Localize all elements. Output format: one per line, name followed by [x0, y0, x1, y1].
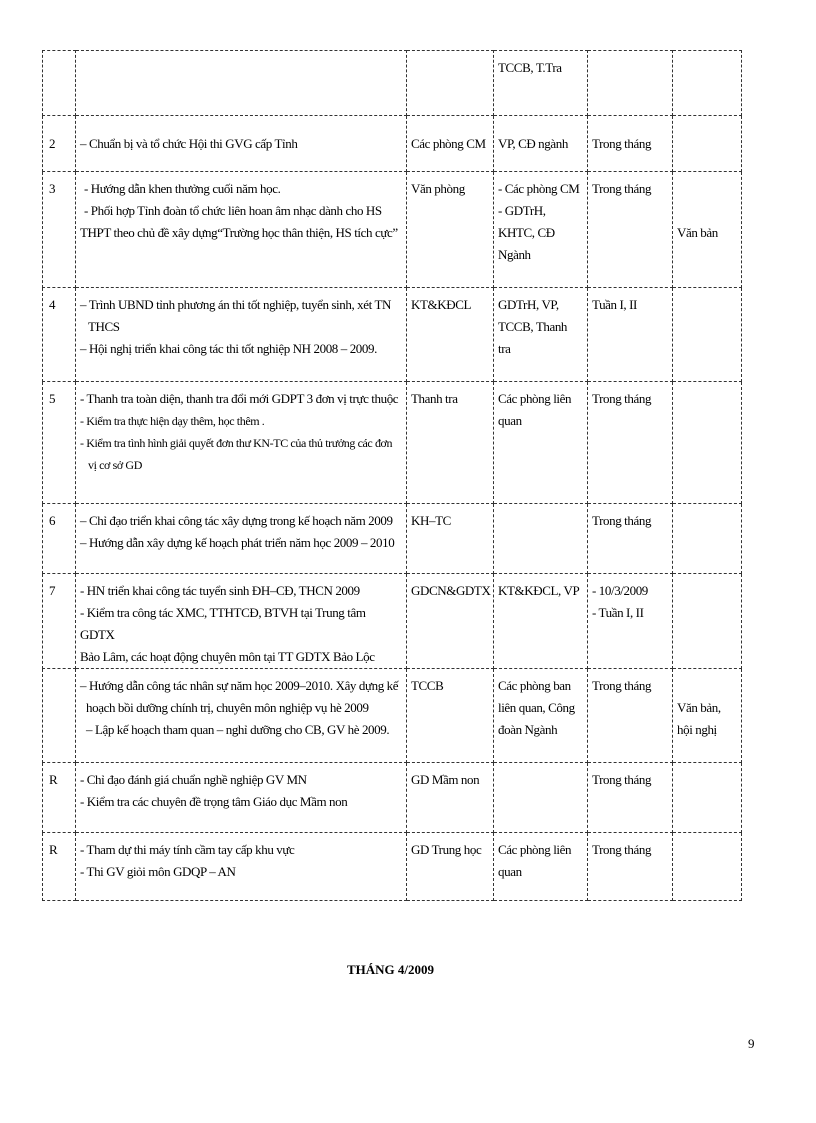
task-line: – Chỉ đạo triển khai công tác xây dựng trong kế hoạch năm 2009 — [80, 513, 393, 528]
row-number: 7 — [43, 574, 76, 669]
coop-line: - Các phòng CM — [498, 181, 580, 196]
row-number: 6 — [43, 504, 76, 574]
row-number: 5 — [43, 382, 76, 504]
table-row — [43, 288, 742, 382]
task-cell — [76, 763, 407, 833]
table-row — [43, 504, 742, 574]
task-line: - Phối hợp Tỉnh đoàn tổ chức liên hoan âm nhạc dành cho HS — [84, 203, 382, 218]
time-line: Trong tháng — [592, 391, 652, 406]
coop-line: quan — [498, 413, 522, 428]
table-row — [43, 382, 742, 504]
time-cell — [588, 288, 673, 382]
coop-line: Ngành — [498, 247, 531, 262]
coop-line: Các phòng liên — [498, 842, 572, 857]
time-cell — [588, 763, 673, 833]
coop-line: đoàn Ngành — [498, 722, 558, 737]
row-number — [43, 51, 76, 116]
row-number: 2 — [43, 116, 76, 172]
coop-unit-cell — [494, 504, 588, 574]
task-line: Bảo Lâm, các hoạt động chuyên môn tại TT GDTX Bảo Lộc — [80, 649, 375, 664]
note-cell — [673, 288, 742, 382]
task-cell — [76, 669, 407, 763]
note-cell — [673, 172, 742, 288]
task-cell — [76, 574, 407, 669]
task-line: - Kiểm tra thực hiện dạy thêm, học thêm . — [80, 414, 265, 428]
lead-unit-cell — [407, 51, 494, 116]
lead-unit-cell: GD Trung học — [407, 833, 494, 901]
lead-unit-cell: KH–TC — [407, 504, 494, 574]
time-cell — [588, 574, 673, 669]
time-line: Trong tháng — [592, 181, 652, 196]
coop-line: Các phòng liên — [498, 391, 572, 406]
task-cell — [76, 833, 407, 901]
time-cell — [588, 382, 673, 504]
row-number: 4 — [43, 288, 76, 382]
time-line: Trong tháng — [592, 135, 652, 151]
coop-unit-cell — [494, 382, 588, 504]
time-cell — [588, 172, 673, 288]
coop-unit-cell — [494, 574, 588, 669]
coop-unit-cell — [494, 763, 588, 833]
task-cell — [76, 382, 407, 504]
coop-line: quan — [498, 864, 522, 879]
task-line: - Kiểm tra công tác XMC, TTHTCĐ, BTVH tại Trung tâm GDTX — [80, 605, 366, 642]
task-line: – Hướng dẫn công tác nhân sự năm học 2009–2010. Xây dựng kế — [80, 678, 399, 693]
coop-line: liên quan, Công — [498, 700, 575, 715]
lead-unit-cell: Các phòng CM — [407, 116, 494, 172]
task-line: – Trình UBND tỉnh phương án thi tốt nghiệp, tuyển sinh, xét TN — [80, 297, 391, 312]
coop-unit-cell — [494, 833, 588, 901]
table-row — [43, 574, 742, 669]
coop-line: Các phòng ban — [498, 678, 571, 693]
time-cell — [588, 833, 673, 901]
lead-unit-cell: GD Mầm non — [407, 763, 494, 833]
note-cell — [673, 574, 742, 669]
task-line: – Hướng dẫn xây dựng kế hoạch phát triển năm học 2009 – 2010 — [80, 535, 395, 550]
table-row — [43, 763, 742, 833]
task-line: – Lập kế hoạch tham quan – nghỉ dưỡng cho CB, GV hè 2009. — [86, 722, 390, 737]
lead-unit-cell: GDCN&GDTX — [407, 574, 494, 669]
time-line: Trong tháng — [592, 842, 652, 857]
coop-line: - GDTrH, — [498, 203, 546, 218]
note-line: Văn bản — [677, 224, 718, 240]
time-line: Tuần I, II — [592, 297, 637, 312]
lead-unit-cell: TCCB — [407, 669, 494, 763]
lead-unit-cell: Văn phòng — [407, 172, 494, 288]
task-cell — [76, 51, 407, 116]
task-line: - Kiểm tra tình hình giải quyết đơn thư KN-TC của thủ trưởng các đơn — [80, 436, 393, 450]
coop-line: GDTrH, VP, — [498, 297, 559, 312]
note-cell — [673, 669, 742, 763]
note-line: Văn bản, — [677, 699, 721, 715]
task-line: vị cơ sở GD — [88, 458, 142, 472]
table-row — [43, 833, 742, 901]
row-number: 3 — [43, 172, 76, 288]
coop-unit-cell — [494, 288, 588, 382]
time-cell — [588, 504, 673, 574]
task-cell — [76, 288, 407, 382]
plan-table — [42, 50, 742, 901]
note-cell — [673, 382, 742, 504]
task-line: - Tham dự thi máy tính cầm tay cấp khu vực — [80, 842, 295, 857]
lead-unit-cell: Thanh tra — [407, 382, 494, 504]
note-cell — [673, 504, 742, 574]
time-cell — [588, 51, 673, 116]
coop-line: tra — [498, 341, 511, 356]
note-cell — [673, 51, 742, 116]
time-line: - 10/3/2009 — [592, 583, 648, 598]
task-line: - Thi GV giỏi môn GDQP – AN — [80, 864, 236, 879]
table-row — [43, 116, 742, 172]
lead-unit-cell: KT&KĐCL — [407, 288, 494, 382]
table-row — [43, 669, 742, 763]
task-cell — [76, 116, 407, 172]
task-line: - Kiểm tra các chuyên đề trọng tâm Giáo dục Mầm non — [80, 794, 348, 809]
note-cell — [673, 763, 742, 833]
task-line: THCS — [88, 319, 120, 334]
note-cell — [673, 833, 742, 901]
task-line: - Chỉ đạo đánh giá chuẩn nghề nghiệp GV MN — [80, 772, 307, 787]
row-number — [43, 669, 76, 763]
time-line: - Tuần I, II — [592, 605, 644, 620]
coop-line: KHTC, CĐ — [498, 225, 555, 240]
task-line: THPT theo chủ đề xây dựng“Trường học thân thiện, HS tích cực” — [80, 225, 398, 240]
task-cell — [76, 172, 407, 288]
note-cell — [673, 116, 742, 172]
coop-line: KT&KĐCL, VP — [498, 583, 580, 598]
time-line: Trong tháng — [592, 678, 652, 693]
task-line: - Thanh tra toàn diện, thanh tra đổi mới GDPT 3 đơn vị trực thuộc — [80, 391, 399, 406]
coop-line: VP, CĐ ngành — [498, 135, 568, 151]
table-row — [43, 172, 742, 288]
task-line: - HN triển khai công tác tuyển sinh ĐH–CĐ, THCN 2009 — [80, 583, 360, 598]
section-heading: THÁNG 4/2009 — [346, 962, 435, 977]
task-line: - Hướng dẫn khen thưởng cuối năm học. — [84, 181, 281, 196]
table-row — [43, 51, 742, 116]
time-cell — [588, 669, 673, 763]
time-cell — [588, 116, 673, 172]
page-number: 9 — [748, 1036, 755, 1051]
time-line: Trong tháng — [592, 513, 652, 528]
coop-line: TCCB, Thanh — [498, 319, 568, 334]
coop-unit-cell — [494, 51, 588, 116]
coop-unit-cell — [494, 172, 588, 288]
task-line: – Chuẩn bị và tổ chức Hội thi GVG cấp Tỉnh — [80, 135, 298, 151]
task-cell — [76, 504, 407, 574]
note-line: hội nghị — [677, 721, 717, 737]
task-line: hoạch bồi dưỡng chính trị, chuyên môn nghiệp vụ hè 2009 — [86, 700, 369, 715]
row-number: R — [43, 833, 76, 901]
coop-line: TCCB, T.Tra — [498, 60, 562, 75]
time-line: Trong tháng — [592, 772, 652, 787]
coop-unit-cell — [494, 116, 588, 172]
row-number: R — [43, 763, 76, 833]
coop-unit-cell — [494, 669, 588, 763]
task-line: – Hội nghị triển khai công tác thi tốt nghiệp NH 2008 – 2009. — [80, 341, 377, 356]
